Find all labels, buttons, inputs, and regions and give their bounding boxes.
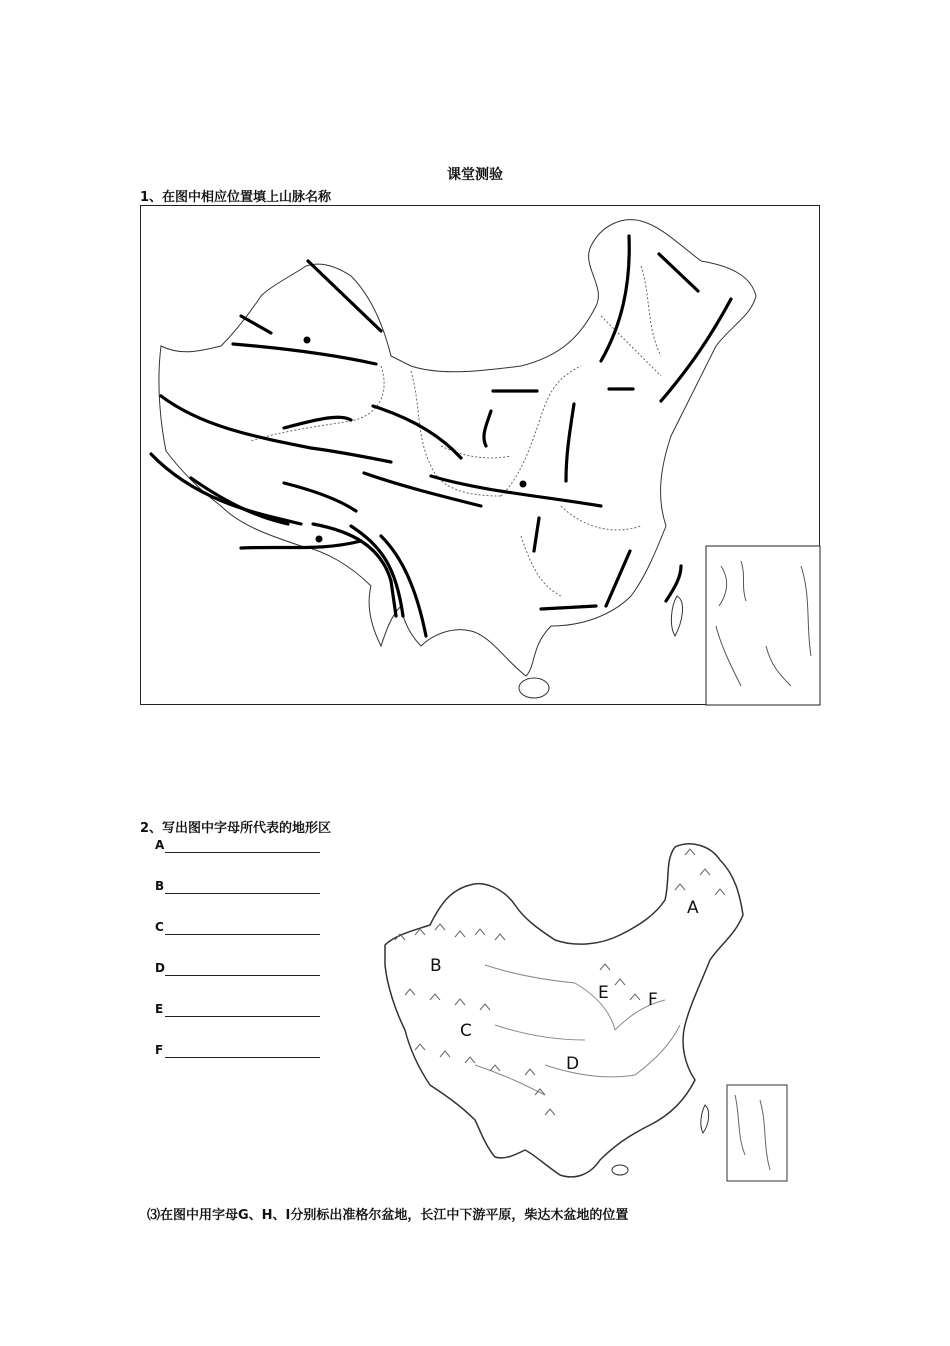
mountain-line	[233, 344, 376, 364]
answer-blank-line[interactable]	[165, 852, 320, 853]
question-2-text: 2、写出图中字母所代表的地形区	[140, 821, 332, 836]
question-1-text: 1、在图中相应位置填上山脉名称	[140, 190, 332, 205]
terrain-label-d: D	[566, 1054, 580, 1074]
mountain-line	[284, 417, 351, 428]
mountain-line	[484, 411, 491, 446]
mountain-line	[381, 536, 426, 636]
city-dot	[304, 337, 311, 344]
answer-letter: A	[155, 838, 165, 852]
terrain-map-border	[385, 844, 743, 1177]
answer-blank-line[interactable]	[165, 1016, 320, 1017]
mountain-line	[606, 551, 630, 606]
answer-blank-line[interactable]	[165, 975, 320, 976]
mountain-line	[566, 404, 574, 481]
mountain-line	[373, 406, 461, 458]
mountain-line	[659, 254, 698, 291]
answer-letter: D	[155, 961, 165, 975]
mountain-line	[666, 566, 681, 601]
question-3-text: ⑶在图中用字母G、H、I分别标出准格尔盆地，长江中下游平原，柴达木盆地的位置	[147, 1208, 629, 1223]
china-border	[159, 220, 756, 676]
answer-blank-line[interactable]	[165, 934, 320, 935]
mountain-line	[534, 518, 539, 551]
answer-letter: F	[155, 1043, 164, 1057]
taiwan-island	[701, 1105, 709, 1133]
hainan-island	[519, 678, 549, 698]
mountain-line	[151, 454, 301, 524]
china-mountain-map-icon	[141, 206, 821, 706]
mountain-line	[601, 236, 629, 361]
city-dot	[520, 481, 527, 488]
terrain-label-f: F	[648, 990, 658, 1010]
taiwan-island	[671, 596, 682, 636]
mountain-line	[241, 316, 271, 333]
mountain-line	[541, 606, 596, 609]
mountain-symbols	[395, 849, 725, 1115]
answer-blank-line[interactable]	[165, 893, 320, 894]
mountain-line	[241, 541, 361, 548]
answer-blank-line[interactable]	[165, 1057, 320, 1058]
china-terrain-map-icon	[375, 835, 795, 1190]
terrain-label-a: A	[687, 898, 699, 918]
mountain-map-frame	[140, 205, 820, 705]
terrain-label-b: B	[430, 956, 442, 976]
mountain-line	[284, 483, 356, 511]
city-dot	[316, 536, 323, 543]
page-title: 课堂测验	[447, 167, 503, 183]
terrain-label-e: E	[598, 983, 609, 1003]
terrain-map-container	[375, 835, 795, 1194]
answer-letter: C	[155, 920, 164, 934]
terrain-label-c: C	[460, 1021, 472, 1041]
mountain-line	[161, 396, 391, 462]
answer-letter: E	[155, 1002, 164, 1016]
mountain-line	[364, 473, 481, 506]
terrain-province-borders	[475, 965, 680, 1095]
hainan-island	[612, 1165, 628, 1175]
answer-letter: B	[155, 879, 165, 893]
mountain-line	[431, 476, 601, 506]
